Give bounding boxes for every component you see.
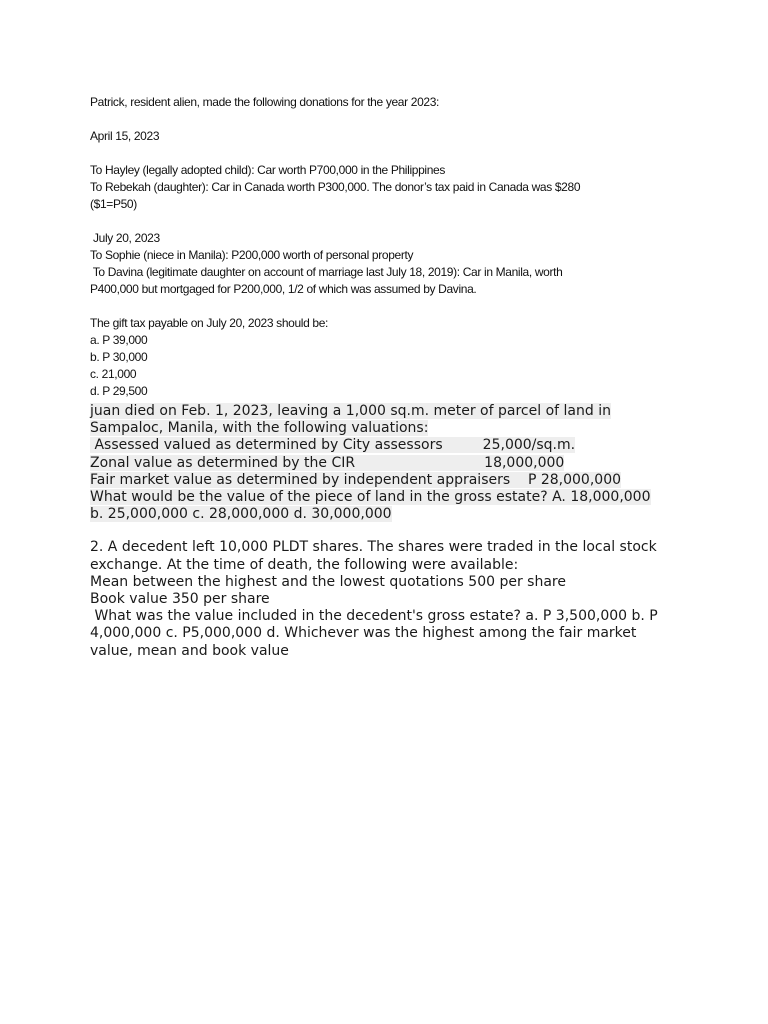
shares-line-2: exchange. At the time of death, the following were available: [90,556,519,573]
problem-1-question: The gift tax payable on July 20, 2023 should be: [90,316,329,330]
problem-1-intro: Patrick, resident alien, made the following donations for the year 2023: [90,95,440,109]
mean-quotation-line: Mean between the highest and the lowest quotations 500 per share [90,573,566,590]
shares-choices-line: 4,000,000 c. P5,000,000 d. Whichever was the highest among the fair market [90,625,637,642]
donation-sophie: To Sophie (niece in Manila): P200,000 worth of personal property [90,248,414,262]
problem-2-land-valuation [90,403,690,523]
problem-1-donations [90,94,690,400]
donation-davina: To Davina (legitimate daughter on account of marriage last July 18, 2019): Car in Manila, worth [90,265,563,279]
donation-date-april: April 15, 2023 [90,129,160,143]
donation-rebekah: To Rebekah (daughter): Car in Canada worth P300,000. The donor’s tax paid in Canada was $280 [90,180,581,194]
land-choices-line: b. 25,000,000 c. 28,000,000 d. 30,000,000 [90,506,392,523]
donation-date-july: July 20, 2023 [90,231,160,245]
problem-3-shares [90,539,690,659]
fair-market-value-line: Fair market value as determined by independent appraisers P 28,000,000 [90,471,622,488]
assessed-value-line: Assessed valued as determined by City assessors 25,000/sq.m. [90,437,576,454]
land-line-2: Sampaloc, Manila, with the following valuations: [90,420,429,437]
shares-line-1: 2. A decedent left 10,000 PLDT shares. The shares were traded in the local stock [90,539,657,556]
shares-question-line: What was the value included in the decedent's gross estate? a. P 3,500,000 b. P [90,608,658,625]
donation-hayley: To Hayley (legally adopted child): Car worth P700,000 in the Philippines [90,163,446,177]
land-line-1: juan died on Feb. 1, 2023, leaving a 1,000 sq.m. meter of parcel of land in [90,403,611,419]
donation-rebekah-rate: ($1=P50) [90,197,137,211]
shares-choices-line-cont: value, mean and book value [90,642,289,659]
zonal-value-line: Zonal value as determined by the CIR 18,000,000 [90,454,565,471]
donation-davina-cont: P400,000 but mortgaged for P200,000, 1/2 of which was assumed by Davina. [90,282,477,296]
book-value-line: Book value 350 per share [90,591,270,608]
document-page [90,94,690,660]
choice-a: a. P 39,000 [90,333,148,347]
choice-d: d. P 29,500 [90,384,148,398]
choice-c: c. 21,000 [90,367,137,381]
land-question-line: What would be the value of the piece of land in the gross estate? A. 18,000,000 [90,489,651,506]
choice-b: b. P 30,000 [90,350,148,364]
